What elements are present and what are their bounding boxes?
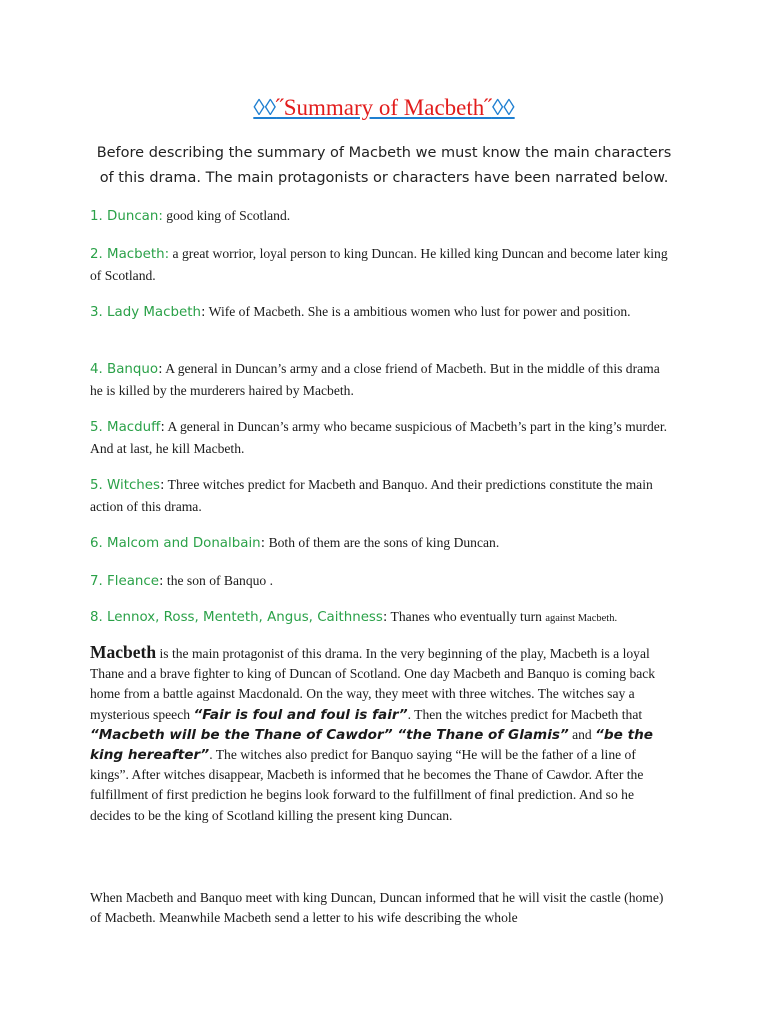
character-label: 7. Fleance bbox=[90, 574, 159, 589]
character-description: Thanes who eventually turn bbox=[387, 609, 546, 624]
character-label: 5. Macduff bbox=[90, 420, 161, 435]
character-item-duncan bbox=[90, 205, 675, 227]
character-description: Both of them are the sons of king Duncan. bbox=[265, 535, 500, 550]
character-description: A general in Duncan’s army who became suspicious of Macbeth’s part in the king’s murder. And at last, he kill Macbeth. bbox=[90, 419, 667, 456]
character-description-small: against Macbeth. bbox=[545, 613, 618, 624]
character-description: Three witches predict for Macbeth and Banquo. And their predictions constitute the main action of this drama. bbox=[90, 477, 653, 514]
intro-paragraph: Before describing the summary of Macbeth we must know the main characters of this drama. The main protagonists or characters have been narrated below. bbox=[96, 145, 672, 186]
character-description: a great worrior, loyal person to king Duncan. He killed king Duncan and become later king of Scotland. bbox=[90, 246, 668, 283]
page-title bbox=[0, 92, 768, 124]
character-item-thanes: 8. Lennox, Ross, Menteth, Angus, Caithness: Thanes who eventually turn against Macbeth. bbox=[90, 609, 618, 625]
king-prediction-quote: “be the king hereafter” bbox=[90, 726, 653, 764]
character-label: 4. Banquo bbox=[90, 362, 159, 377]
summary-paragraph-2: When Macbeth and Banquo meet with king Duncan, Duncan informed that he will visit the castle (home) of Macbeth. Meanwhile Macbeth send a letter to his wife describing the whole bbox=[90, 890, 664, 926]
character-description: Wife of Macbeth. She is a ambitious women who lust for power and position. bbox=[205, 304, 631, 319]
character-label: 5. Witches bbox=[90, 478, 161, 493]
character-item-fleance: 7. Fleance: the son of Banquo . bbox=[90, 573, 274, 589]
character-label: 1. Duncan: bbox=[90, 209, 163, 224]
character-item-macbeth bbox=[90, 243, 675, 286]
character-description: A general in Duncan’s army and a close friend of Macbeth. But in the middle of this drama he is killed by the murderers haired by Macbeth. bbox=[90, 361, 660, 398]
title-decoration-left: ◊◊ bbox=[253, 95, 277, 120]
character-item-banquo: 4. Banquo: A general in Duncan’s army and a close friend of Macbeth. But in the middle of this drama he is killed by the murderers haired by Macbeth. bbox=[90, 361, 660, 398]
character-label: 6. Malcom and Donalbain bbox=[90, 536, 261, 551]
character-item-macduff: 5. Macduff: A general in Duncan’s army who became suspicious of Macbeth’s part in the king’s murder. And at last, he kill Macbeth. bbox=[90, 419, 667, 456]
character-description: the son of Banquo . bbox=[163, 573, 274, 588]
paragraph-lead-word: Macbeth bbox=[90, 642, 157, 662]
character-item-malcom-donalbain: 6. Malcom and Donalbain: Both of them are the sons of king Duncan. bbox=[90, 535, 500, 551]
character-description: good king of Scotland. bbox=[162, 208, 291, 223]
macbeth-prediction-quote: “Macbeth will be the Thane of Cawdor” “the Thane of Glamis” bbox=[90, 726, 569, 743]
character-label: 8. Lennox, Ross, Menteth, Angus, Caithness bbox=[90, 610, 383, 625]
character-item-lady-macbeth: 3. Lady Macbeth: Wife of Macbeth. She is a ambitious women who lust for power and position. bbox=[90, 304, 631, 320]
title-text: ˝Summary of Macbeth˝ bbox=[276, 95, 492, 120]
summary-paragraph-1: Macbeth is the main protagonist of this drama. In the very beginning of the play, Macbeth is a loyal Thane and a brave fighter to king of Duncan of Scotland. One day Macbeth and Banquo is coming back home from a battle against Macdonald. On the way, they meet with three witches. The witches say a mysterious speech “Fair is foul and foul is fair”. Then the witches predict for Macbeth that “Macbeth will be the Thane of Cawdor” “the Thane of Glamis” and “be the king hereafter”. The witches also predict for Banquo saying “He will be the father of a line of kings”. After witches disappear, Macbeth is informed that he becomes the Thane of Cawdor. After the fulfillment of first prediction he begins look forward to the fulfillment of final prediction. And so he decides to be the king of Scotland killing the present king Duncan. bbox=[90, 642, 656, 823]
character-label: 2. Macbeth: bbox=[90, 247, 170, 262]
character-label: 3. Lady Macbeth bbox=[90, 305, 201, 320]
character-item-witches: 5. Witches: Three witches predict for Macbeth and Banquo. And their predictions constitute the main action of this drama. bbox=[90, 477, 653, 514]
title-decoration-right: ◊◊ bbox=[491, 95, 515, 120]
witches-quote: “Fair is foul and foul is fair” bbox=[193, 706, 408, 723]
